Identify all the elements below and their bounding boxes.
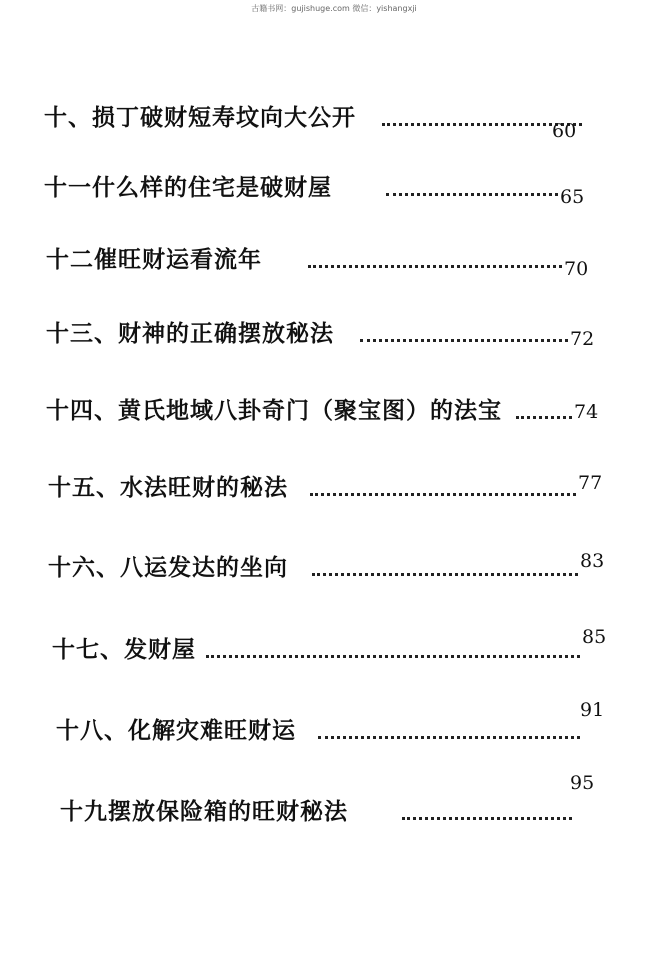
toc-page-number: 95 — [570, 772, 595, 794]
toc-leader-dots — [516, 416, 572, 419]
toc-entry[interactable] — [52, 626, 612, 670]
toc-entry-title: 十二催旺财运看流年 — [46, 246, 262, 273]
toc-entry[interactable] — [56, 699, 616, 751]
toc-entry[interactable] — [60, 772, 620, 832]
toc-leader-dots — [318, 736, 580, 739]
toc-entry[interactable] — [46, 391, 606, 431]
toc-entry[interactable] — [44, 98, 604, 142]
toc-page-number: 65 — [560, 186, 585, 208]
toc-page-number: 77 — [578, 472, 603, 494]
toc-leader-dots — [206, 655, 580, 658]
toc-entry[interactable] — [48, 548, 608, 588]
toc-page-number: 91 — [580, 699, 605, 721]
toc-entry-title: 十四、黄氏地域八卦奇门（聚宝图）的法宝 — [46, 397, 502, 424]
toc-leader-dots — [386, 193, 558, 196]
toc-entry-title: 十八、化解灾难旺财运 — [56, 717, 296, 744]
toc-page-number: 74 — [574, 401, 599, 423]
toc-page-number: 72 — [570, 328, 595, 350]
toc-entry[interactable] — [46, 240, 606, 280]
toc-entry-title: 十五、水法旺财的秘法 — [48, 474, 288, 501]
toc-page-number: 85 — [582, 626, 607, 648]
toc-entry-title: 十、损丁破财短寿坟向大公开 — [44, 104, 356, 131]
toc-entry[interactable] — [48, 468, 608, 508]
toc-page-number: 70 — [564, 258, 589, 280]
toc-leader-dots — [312, 573, 578, 576]
watermark-text: 古籍书网：gujishuge.com 微信：yishangxji — [251, 4, 417, 13]
toc-leader-dots — [310, 493, 576, 496]
toc-page-number: 83 — [580, 550, 605, 572]
toc-entry-title: 十三、财神的正确摆放秘法 — [46, 320, 334, 347]
toc-leader-dots — [402, 817, 572, 820]
toc-entry[interactable] — [46, 314, 606, 354]
toc-entry-title: 十九摆放保险箱的旺财秘法 — [60, 798, 348, 825]
toc-page-number: 60 — [552, 120, 577, 142]
toc-leader-dots — [360, 339, 568, 342]
toc-entry-title: 十一什么样的住宅是破财屋 — [44, 174, 332, 201]
toc-entry[interactable] — [44, 168, 604, 208]
toc-leader-dots — [308, 265, 562, 268]
toc-entry-title: 十六、八运发达的坐向 — [48, 554, 288, 581]
toc-entry-title: 十七、发财屋 — [52, 636, 196, 663]
